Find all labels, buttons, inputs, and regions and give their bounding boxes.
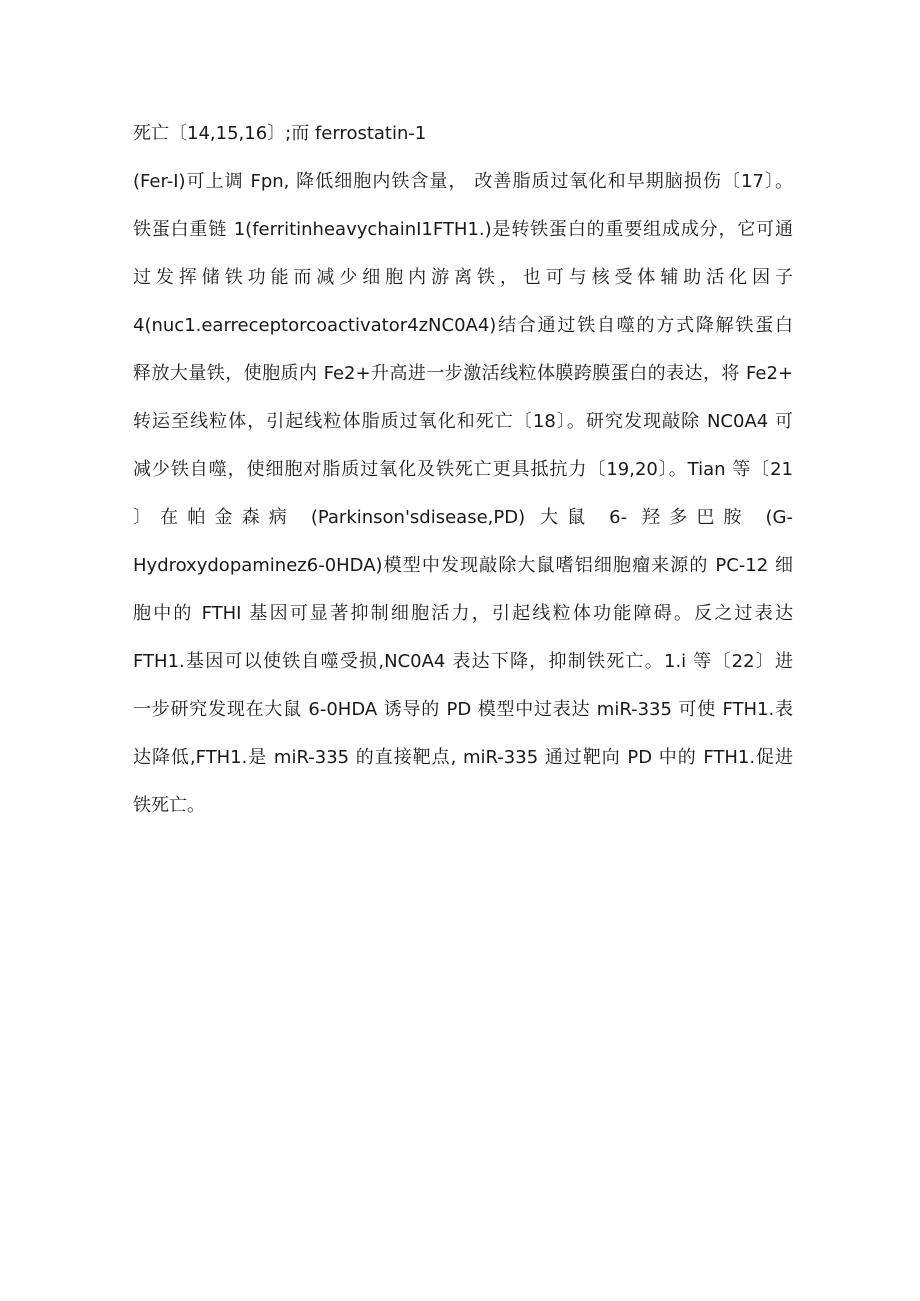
paragraph-line-6: 释放大量铁，使胞质内 Fe2+升高进一步激活线粒体膜跨膜蛋白的表达，将 Fe2+ — [133, 363, 793, 384]
paragraph-line-4: 过发挥储铁功能而减少细胞内游离铁，也可与核受体辅助活化因子 — [133, 267, 793, 288]
paragraph-line-14: 达降低,FTH1.是 miR-335 的直接靶点, miR-335 通过靶向 PD 中的 FTH1.促进 — [133, 747, 793, 768]
paragraph-line-9: 〕在帕金森病 (Parkinson'sdisease,PD) 大鼠 6- 羟多巴胺 (G- — [133, 507, 793, 528]
paragraph-line-5: 4(nuc1.earreceptorcoactivator4zNC0A4)结合通过铁自噬的方式降解铁蛋白 — [133, 315, 793, 336]
paragraph-line-10: Hydroxydopaminez6-0HDA)模型中发现敲除大鼠嗜铝细胞瘤来源的 PC-12 细 — [133, 555, 793, 576]
paragraph-line-12: FTH1.基因可以使铁自噬受损,NC0A4 表达下降，抑制铁死亡。1.i 等〔22〕进 — [133, 651, 793, 672]
paragraph-line-3: 铁蛋白重链 1(ferritinheavychainI1FTH1.)是转铁蛋白的重要组成成分，它可通 — [133, 219, 793, 240]
paragraph-line-2: (Fer-I)可上调 Fpn, 降低细胞内铁含量， 改善脂质过氧化和早期脑损伤〔17〕。 — [133, 171, 793, 192]
paragraph-line-8: 减少铁自噬，使细胞对脂质过氧化及铁死亡更具抵抗力〔19,20〕。Tian 等〔21 — [133, 459, 793, 480]
paragraph-line-7: 转运至线粒体，引起线粒体脂质过氧化和死亡〔18〕。研究发现敲除 NC0A4 可 — [133, 411, 793, 432]
paragraph-line-1: 死亡〔14,15,16〕;而 ferrostatin-1 — [133, 123, 427, 144]
paragraph-line-11: 胞中的 FTHI 基因可显著抑制细胞活力，引起线粒体功能障碍。反之过表达 — [133, 603, 793, 624]
paragraph-line-13: 一步研究发现在大鼠 6-0HDA 诱导的 PD 模型中过表达 miR-335 可使 FTH1.表 — [133, 699, 793, 720]
paragraph-line-15: 铁死亡。 — [133, 795, 205, 816]
